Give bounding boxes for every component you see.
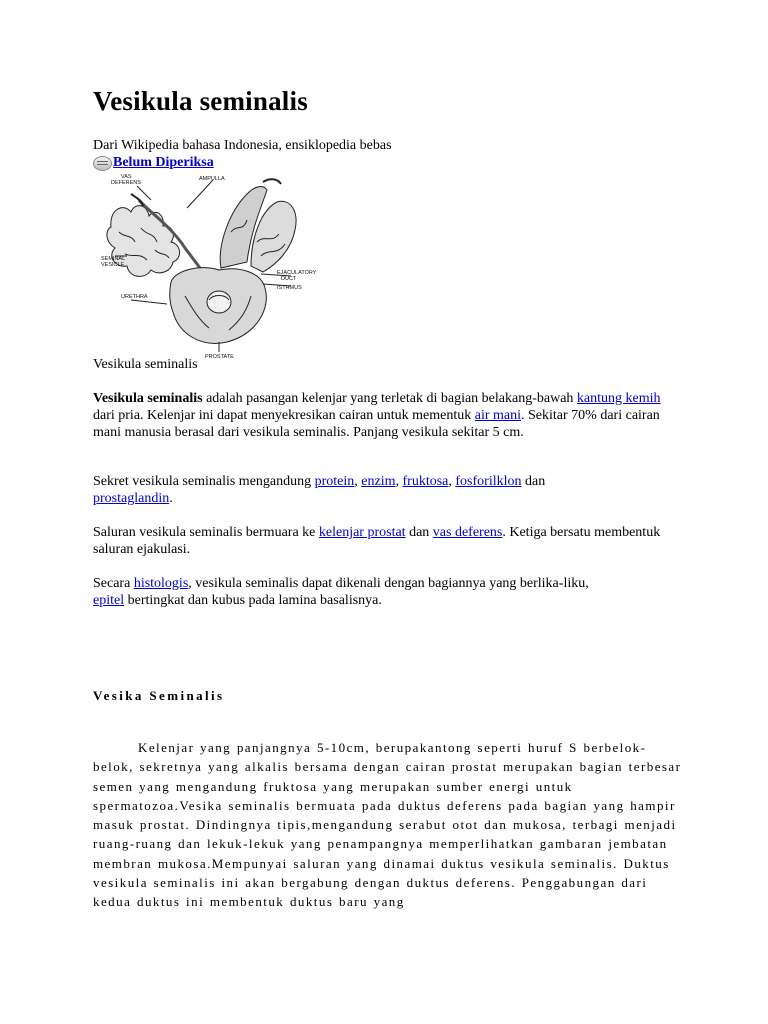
text: , [354, 474, 362, 489]
link-air-mani[interactable]: air mani [474, 408, 522, 423]
anatomy-figure[interactable] [101, 172, 316, 360]
label-ejaculatory-duct-2: DUCT [281, 276, 297, 282]
figure-caption: Vesikula seminalis [93, 357, 198, 372]
section-body-text: Kelenjar yang panjangnya 5-10cm, berupakantong seperti huruf S berbelok-belok, sekretnya yang alkalis bersama dengan cairan prostat merupakan bagian terbesar semen yang mengandung fruktosa yang merupakan sumber energi untuk spermatozoa.Vesika seminalis bermuata pada duktus deferens pada bagian yang hampir masuk prostat. Dindingnya tipis,mengandung serabut otot dan mukosa, terbagi menjadi ruang-ruang dan lekuk-lekuk yang penampangnya memperlihatkan gambaran jembatan membran mukosa.Mempunyai saluran yang dinamai duktus vesikula seminalis. Duktus vesikula seminalis ini akan bergabung dengan duktus deferens. Penggabungan dari kedua duktus ini membentuk duktus baru yang [93, 740, 682, 910]
link-vas-deferens[interactable]: vas deferens [432, 525, 503, 540]
text: . [169, 491, 173, 506]
link-histologis[interactable]: histologis [133, 576, 189, 591]
label-ampulla: AMPULLA [199, 176, 225, 182]
label-vas-deferens-2: DEFERENS [111, 180, 141, 186]
link-kelenjar-prostat[interactable]: kelenjar prostat [318, 525, 406, 540]
paragraph-sekret [93, 473, 683, 507]
text: dan [405, 525, 433, 540]
label-vas-deferens: VAS [121, 174, 132, 180]
paragraph-histologi [93, 575, 683, 609]
label-seminal-vesicle: SEMINAL [101, 256, 126, 262]
paragraph-saluran [93, 524, 683, 558]
label-prostate: PROSTATE [205, 354, 234, 360]
link-prostaglandin[interactable]: prostaglandin [93, 491, 170, 506]
label-isthmus: ISTHMUS [277, 285, 302, 291]
link-fruktosa[interactable]: fruktosa [402, 474, 449, 489]
section-heading: Vesika Seminalis [93, 688, 225, 703]
label-ejaculatory-duct: EJACULATORY [277, 270, 316, 276]
text: dan [521, 474, 546, 489]
link-enzim[interactable]: enzim [361, 474, 396, 489]
label-seminal-vesicle-2: VESICLE [101, 262, 125, 268]
text: adalah pasangan kelenjar yang terletak di bagian belakang-bawah [202, 391, 577, 406]
text: dari pria. Kelenjar ini dapat menyekresikan cairan untuk mementuk [93, 408, 475, 423]
paragraph-definition [93, 390, 683, 441]
link-fosforilklon[interactable]: fosforilklon [455, 474, 522, 489]
link-epitel[interactable]: epitel [93, 593, 125, 608]
label-urethra: URETHRA [121, 294, 148, 300]
text: Saluran vesikula seminalis bermuara ke [93, 525, 319, 540]
text: , [395, 474, 403, 489]
term-bold: Vesikula seminalis [93, 391, 203, 406]
text: . Ketiga bersatu membentuk saluran ejakulasi. [93, 525, 661, 557]
text: . Sekitar 70% dari cairan mani manusia berasal dari vesikula seminalis. Panjang vesikula sekitar 5 cm. [93, 408, 660, 440]
text: Secara [93, 576, 134, 591]
text: , [448, 474, 456, 489]
link-kantung-kemih[interactable]: kantung kemih [576, 391, 661, 406]
text: bertingkat dan kubus pada lamina basalisnya. [124, 593, 382, 608]
link-protein[interactable]: protein [314, 474, 355, 489]
text: , vesikula seminalis dapat dikenali dengan bagiannya yang berlika-liku, [188, 576, 589, 591]
review-status-link[interactable]: Belum Diperiksa [113, 155, 214, 170]
text: Sekret vesikula seminalis mengandung [93, 474, 315, 489]
seminal-vesicle-illustration [101, 172, 316, 360]
review-status [93, 155, 214, 171]
section-body [93, 738, 683, 912]
page-title: Vesikula seminalis [93, 86, 308, 116]
tagline: Dari Wikipedia bahasa Indonesia, ensiklopedia bebas [93, 138, 392, 153]
review-status-icon [93, 156, 112, 171]
